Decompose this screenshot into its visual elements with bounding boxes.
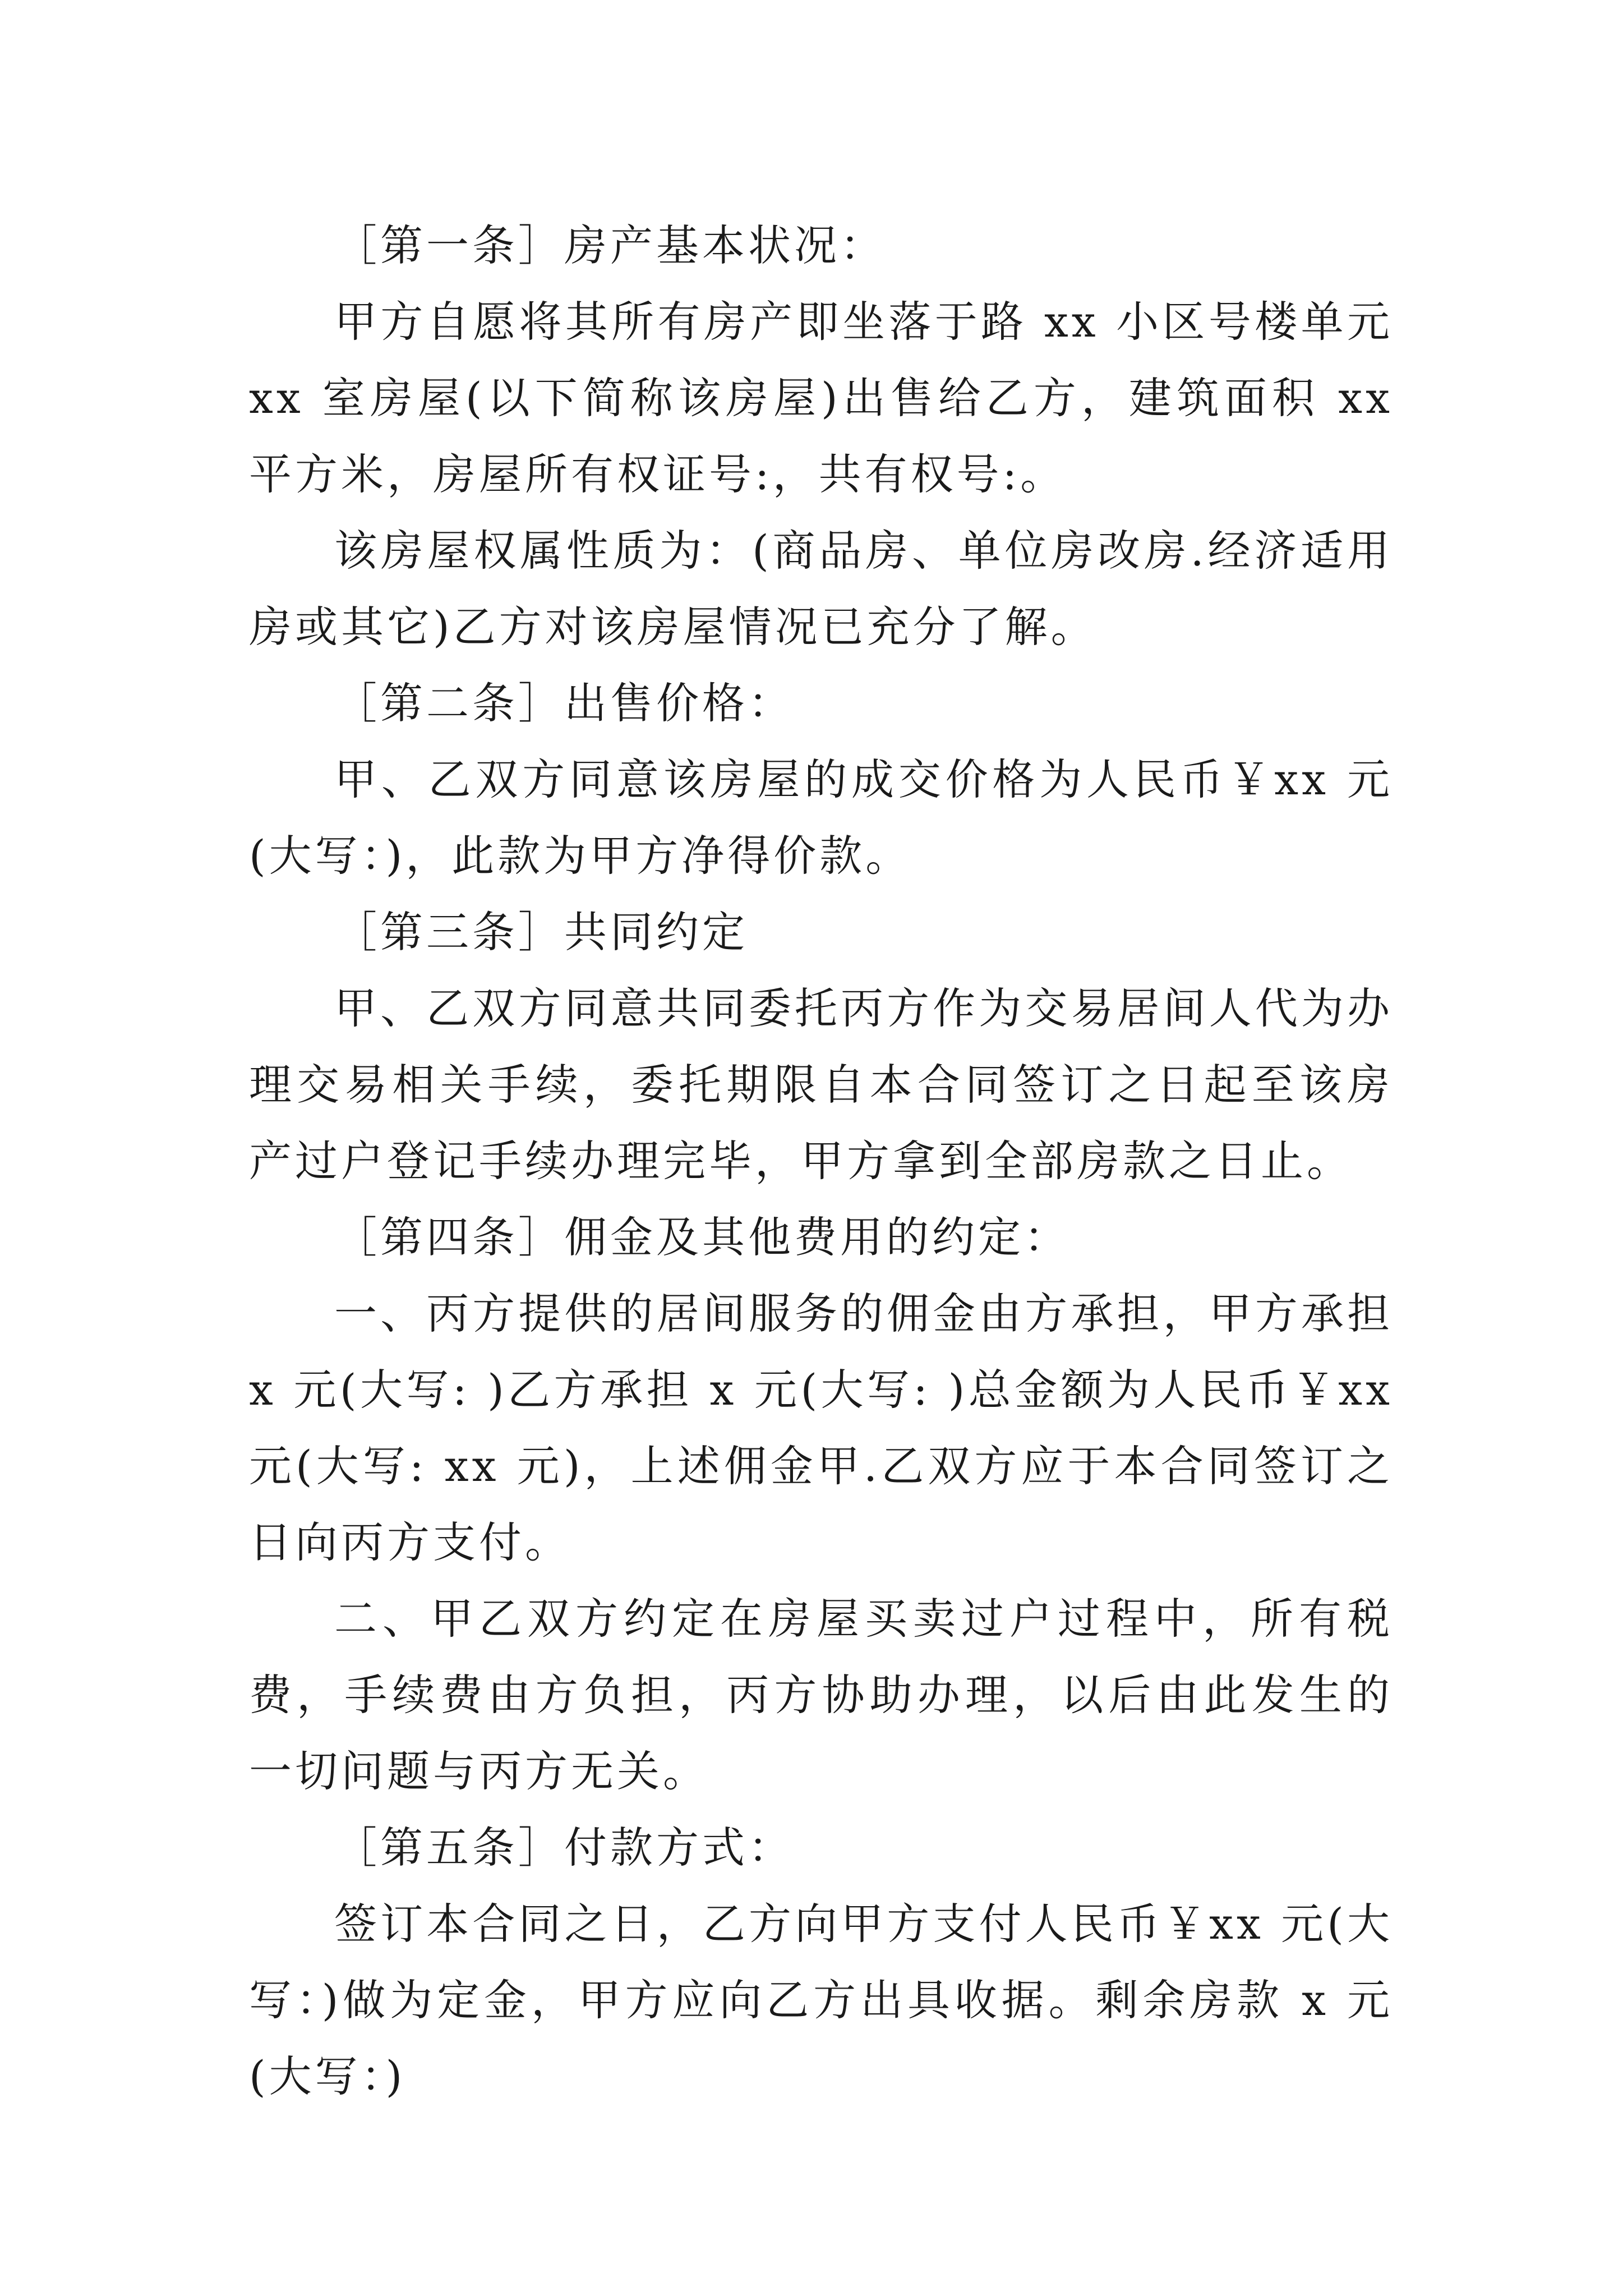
commission-paragraph: 一、丙方提供的居间服务的佣金由方承担，甲方承担 x 元(大写: )乙方承担 x 元(大写: )总金额为人民币￥xx 元(大写: xx 元)，上述佣金甲.乙双方应于本合同签订之日向丙方支付。	[249, 1289, 1410, 1567]
property-description-paragraph: 甲方自愿将其所有房产即坐落于路 xx 小区号楼单元 xx 室房屋(以下简称该房屋)出售给乙方，建筑面积 xx 平方米，房屋所有权证号:，共有权号:。	[249, 297, 1410, 499]
payment-method-paragraph: 签订本合同之日，乙方向甲方支付人民币￥xx 元(大写：)做为定金，甲方应向乙方出具收据。剩余房款 x 元(大写：)	[249, 1899, 1393, 2101]
article-1-heading: ［第一条］房产基本状况：	[334, 220, 886, 270]
agreement-paragraph: 甲、乙双方同意共同委托丙方作为交易居间人代为办理交易相关手续，委托期限自本合同签订之日起至该房产过户登记手续办理完毕，甲方拿到全部房款之日止。	[249, 983, 1393, 1186]
article-3-heading: ［第三条］共同约定	[334, 907, 748, 957]
property-nature-paragraph: 该房屋权属性质为：(商品房、单位房改房.经济适用房或其它)乙方对该房屋情况已充分了解。	[249, 526, 1393, 652]
document-body	[249, 208, 1410, 2115]
article-4-heading: ［第四条］佣金及其他费用的约定：	[334, 1212, 1070, 1262]
article-5-heading: ［第五条］付款方式：	[334, 1823, 794, 1872]
price-paragraph: 甲、乙双方同意该房屋的成交价格为人民币￥xx 元(大写：)，此款为甲方净得价款。	[249, 754, 1393, 881]
article-2-heading: ［第二条］出售价格：	[334, 678, 794, 728]
taxes-fees-paragraph: 二、甲乙双方约定在房屋买卖过户过程中，所有税费，手续费由方负担，丙方协助办理，以后由此发生的一切问题与丙方无关。	[249, 1594, 1393, 1796]
